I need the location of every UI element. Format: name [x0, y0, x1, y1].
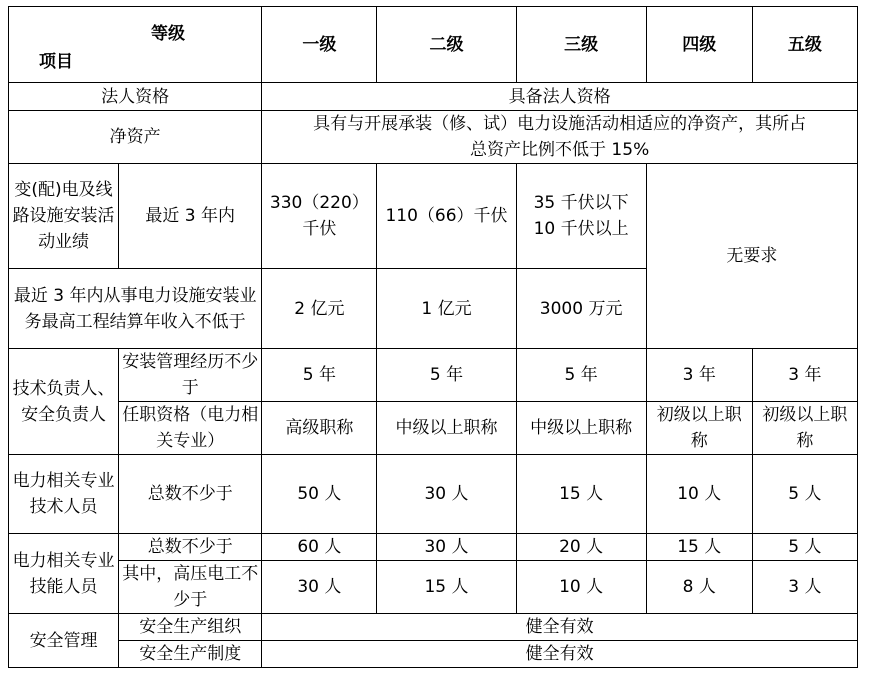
- qualification-grade-1: 高级职称: [262, 402, 377, 455]
- skill-staff-group-label: 电力相关专业技能人员: [9, 534, 119, 614]
- qualification-label: 任职资格（电力相关专业）: [119, 402, 262, 455]
- tech-staff-grade-5: 5 人: [752, 455, 857, 534]
- corner-item-label: 项目: [39, 52, 73, 72]
- qualification-grade-3: 中级以上职称: [516, 402, 646, 455]
- safety-system-label: 安全生产制度: [119, 641, 262, 668]
- revenue-grade-1: 2 亿元: [262, 269, 377, 349]
- grade-3-header: 三级: [516, 7, 646, 83]
- experience-grade-4: 3 年: [646, 349, 752, 402]
- tech-staff-grade-4: 10 人: [646, 455, 752, 534]
- experience-grade-2: 5 年: [377, 349, 516, 402]
- performance-grade-4-5: 无要求: [646, 164, 857, 349]
- qualification-grade-4: 初级以上职称: [646, 402, 752, 455]
- hv-electrician-grade-3: 10 人: [516, 561, 646, 614]
- grade-1-header: 一级: [262, 7, 377, 83]
- safety-org-label: 安全生产组织: [119, 614, 262, 641]
- tech-lead-group-label: 技术负责人、安全负责人: [9, 349, 119, 455]
- safety-group-label: 安全管理: [9, 614, 119, 668]
- safety-system-value: 健全有效: [262, 641, 858, 668]
- skill-staff-total-grade-3: 20 人: [516, 534, 646, 561]
- grade-5-header: 五级: [752, 7, 857, 83]
- grade-4-header: 四级: [646, 7, 752, 83]
- tech-staff-grade-2: 30 人: [377, 455, 516, 534]
- tech-staff-grade-3: 15 人: [516, 455, 646, 534]
- hv-electrician-grade-1: 30 人: [262, 561, 377, 614]
- performance-grade-3: [516, 164, 646, 269]
- net-assets-line-1: 具有与开展承装（修、试）电力设施活动相适应的净资产，其所占: [313, 114, 807, 134]
- qualification-table: [8, 6, 858, 668]
- performance-grade-2: 110（66）千伏: [377, 164, 516, 269]
- revenue-label: 最近 3 年内从事电力设施安装业务最高工程结算年收入不低于: [9, 269, 262, 349]
- revenue-grade-2: 1 亿元: [377, 269, 516, 349]
- tech-staff-group-label: 电力相关专业技术人员: [9, 455, 119, 534]
- net-assets-line-2: 总资产比例不低于 15%: [470, 140, 650, 160]
- performance-grade-3-line-1: 35 千伏以下: [533, 193, 629, 213]
- net-assets-label: 净资产: [9, 111, 262, 164]
- skill-staff-total-grade-2: 30 人: [377, 534, 516, 561]
- skill-staff-total-grade-1: 60 人: [262, 534, 377, 561]
- experience-grade-5: 3 年: [752, 349, 857, 402]
- performance-grade-1: 330（220）千伏: [262, 164, 377, 269]
- net-assets-value: [262, 111, 858, 164]
- legal-person-value: 具备法人资格: [262, 83, 858, 111]
- corner-header-cell: [9, 7, 262, 83]
- hv-electrician-label: 其中，高压电工不少于: [119, 561, 262, 614]
- experience-grade-3: 5 年: [516, 349, 646, 402]
- corner-level-label: 等级: [151, 24, 185, 44]
- legal-person-label: 法人资格: [9, 83, 262, 111]
- hv-electrician-grade-4: 8 人: [646, 561, 752, 614]
- revenue-grade-3: 3000 万元: [516, 269, 646, 349]
- tech-staff-label: 总数不少于: [119, 455, 262, 534]
- skill-staff-total-grade-5: 5 人: [752, 534, 857, 561]
- skill-staff-total-label: 总数不少于: [119, 534, 262, 561]
- performance-sub-label: 最近 3 年内: [119, 164, 262, 269]
- qualification-grade-5: 初级以上职称: [752, 402, 857, 455]
- hv-electrician-grade-5: 3 人: [752, 561, 857, 614]
- skill-staff-total-grade-4: 15 人: [646, 534, 752, 561]
- tech-staff-grade-1: 50 人: [262, 455, 377, 534]
- experience-grade-1: 5 年: [262, 349, 377, 402]
- qualification-grade-2: 中级以上职称: [377, 402, 516, 455]
- hv-electrician-grade-2: 15 人: [377, 561, 516, 614]
- performance-grade-3-line-2: 10 千伏以上: [533, 219, 629, 239]
- experience-label: 安装管理经历不少于: [119, 349, 262, 402]
- grade-2-header: 二级: [377, 7, 516, 83]
- performance-group-label: 变(配)电及线路设施安装活动业绩: [9, 164, 119, 269]
- safety-org-value: 健全有效: [262, 614, 858, 641]
